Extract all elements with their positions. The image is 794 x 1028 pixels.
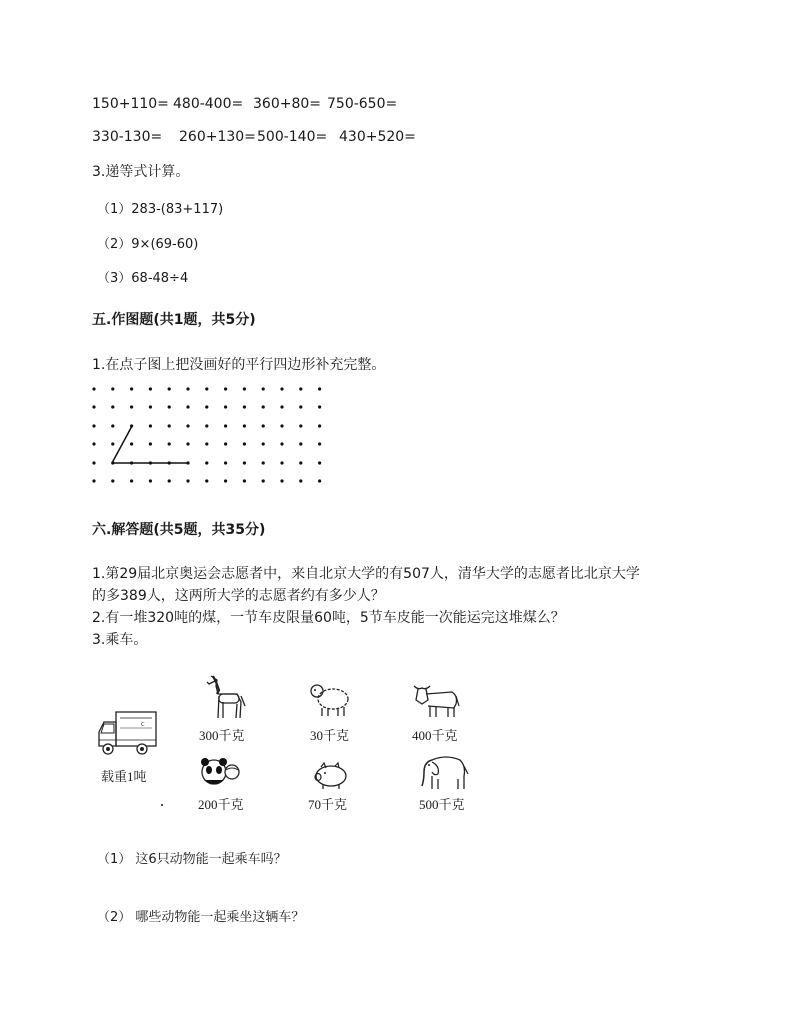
grid-dot xyxy=(130,387,133,390)
grid-dot xyxy=(205,479,208,482)
animal-weight-ox: 400千克 xyxy=(412,728,458,743)
grid-dot xyxy=(262,479,265,482)
grid-dot xyxy=(262,442,265,445)
grid-dot xyxy=(243,461,246,464)
grid-dot xyxy=(130,479,133,482)
pig-icon xyxy=(311,762,349,790)
grid-dot xyxy=(318,479,321,482)
grid-dot xyxy=(168,387,171,390)
item-number: （2） xyxy=(97,237,132,252)
grid-dot xyxy=(111,387,114,390)
grid-dot xyxy=(186,405,189,408)
grid-dot xyxy=(280,442,283,445)
grid-dot xyxy=(318,442,321,445)
grid-dot xyxy=(111,424,114,427)
grid-dot xyxy=(130,442,133,445)
grid-dot xyxy=(186,424,189,427)
calc-item: 260+130= xyxy=(179,129,256,145)
grid-dot xyxy=(149,442,152,445)
grid-dot xyxy=(92,442,95,445)
grid-dot xyxy=(318,387,321,390)
grid-dot xyxy=(92,387,95,390)
section-5-heading: 五.作图题(共1题，共5分) xyxy=(92,312,256,328)
section-6-q3-sub1: （1） 这6只动物能一起乘车吗？ xyxy=(97,852,287,867)
item-number: （1） xyxy=(97,202,132,217)
calc-item: 750-650= xyxy=(327,96,398,112)
grid-dot xyxy=(186,479,189,482)
grid-dot xyxy=(262,387,265,390)
grid-dot xyxy=(205,424,208,427)
grid-dot xyxy=(299,387,302,390)
truck-label: 载重1吨 xyxy=(101,769,147,784)
ox-icon xyxy=(412,682,460,720)
grid-dot xyxy=(111,479,114,482)
grid-dot xyxy=(149,424,152,427)
grid-dot xyxy=(149,405,152,408)
grid-dot xyxy=(224,405,227,408)
section-5-q1: 1.在点子图上把没画好的平行四边形补充完整。 xyxy=(92,357,386,373)
grid-dot xyxy=(168,479,171,482)
section-6-q1-line1: 1.第29届北京奥运会志愿者中，来自北京大学的有507人，清华大学的志愿者比北京大学 xyxy=(92,566,640,582)
grid-dot xyxy=(262,424,265,427)
grid-dot xyxy=(243,442,246,445)
section-6-q2: 2.有一堆320吨的煤，一节车皮限量60吨，5节车皮能一次能运完这堆煤么？ xyxy=(92,610,565,626)
grid-dot xyxy=(111,405,114,408)
grid-dot xyxy=(280,405,283,408)
elephant-icon xyxy=(420,752,472,792)
grid-dot xyxy=(92,405,95,408)
truck-icon xyxy=(96,708,158,760)
grid-dot xyxy=(243,405,246,408)
grid-dot xyxy=(243,387,246,390)
grid-dot xyxy=(299,424,302,427)
horse-icon xyxy=(203,672,247,720)
grid-dot xyxy=(280,479,283,482)
calc-item: 360+80= xyxy=(253,96,321,112)
grid-dot xyxy=(205,442,208,445)
calc-item: 480-400= xyxy=(173,96,244,112)
item-number: （3） xyxy=(97,271,132,286)
section-6-q1-line2: 的多389人，这两所大学的志愿者约有多少人？ xyxy=(92,588,385,604)
calc-item: 430+520= xyxy=(339,129,416,145)
grid-dot xyxy=(224,442,227,445)
grid-dot xyxy=(111,442,114,445)
calc-item: 330-130= xyxy=(92,129,163,145)
grid-dot xyxy=(318,424,321,427)
grid-dot xyxy=(149,479,152,482)
grid-dot xyxy=(168,405,171,408)
animal-weight-horse: 300千克 xyxy=(199,728,245,743)
grid-dot xyxy=(299,442,302,445)
grid-dot xyxy=(224,461,227,464)
grid-dot xyxy=(186,387,189,390)
grid-dot xyxy=(168,424,171,427)
grid-dot xyxy=(92,479,95,482)
q3-title: 3.递等式计算。 xyxy=(92,164,190,180)
item-expr: 68-48÷4 xyxy=(131,271,189,286)
svg-text:C: C xyxy=(141,722,145,728)
item-expr: 9×(69-60) xyxy=(131,237,199,252)
grid-dot xyxy=(262,461,265,464)
grid-dot xyxy=(205,387,208,390)
grid-dot xyxy=(168,442,171,445)
grid-dot xyxy=(224,424,227,427)
grid-dot xyxy=(243,479,246,482)
grid-dot xyxy=(280,424,283,427)
sheep-icon xyxy=(308,681,352,719)
calc-item: 150+110= xyxy=(92,96,169,112)
grid-dot xyxy=(318,461,321,464)
grid-dot xyxy=(186,442,189,445)
section-6-q3-sub2: （2） 哪些动物能一起乘坐这辆车？ xyxy=(97,910,305,925)
grid-dot xyxy=(318,405,321,408)
grid-dot xyxy=(205,405,208,408)
grid-dot xyxy=(149,387,152,390)
grid-dot xyxy=(205,461,208,464)
grid-dot xyxy=(299,405,302,408)
grid-dot xyxy=(130,405,133,408)
grid-dot xyxy=(243,424,246,427)
animal-weight-sheep: 30千克 xyxy=(310,728,350,743)
grid-dot xyxy=(92,424,95,427)
grid-dot xyxy=(280,387,283,390)
item-expr: 283-(83+117) xyxy=(131,202,224,217)
animal-weight-pig: 70千克 xyxy=(308,797,348,812)
section-6-q3: 3.乘车。 xyxy=(92,632,148,648)
calc-item: 500-140= xyxy=(257,129,328,145)
grid-dot xyxy=(224,479,227,482)
grid-dot xyxy=(224,387,227,390)
animal-weight-elephant: 500千克 xyxy=(419,797,465,812)
grid-dot xyxy=(299,479,302,482)
grid-dot xyxy=(262,405,265,408)
grid-dot xyxy=(280,461,283,464)
grid-dot xyxy=(299,461,302,464)
panda-icon xyxy=(200,756,242,790)
segment-slanted xyxy=(112,426,132,463)
grid-dot xyxy=(92,461,95,464)
stray-dot xyxy=(161,804,163,806)
section-6-heading: 六.解答题(共5题，共35分) xyxy=(92,522,266,538)
animal-weight-panda: 200千克 xyxy=(198,797,244,812)
